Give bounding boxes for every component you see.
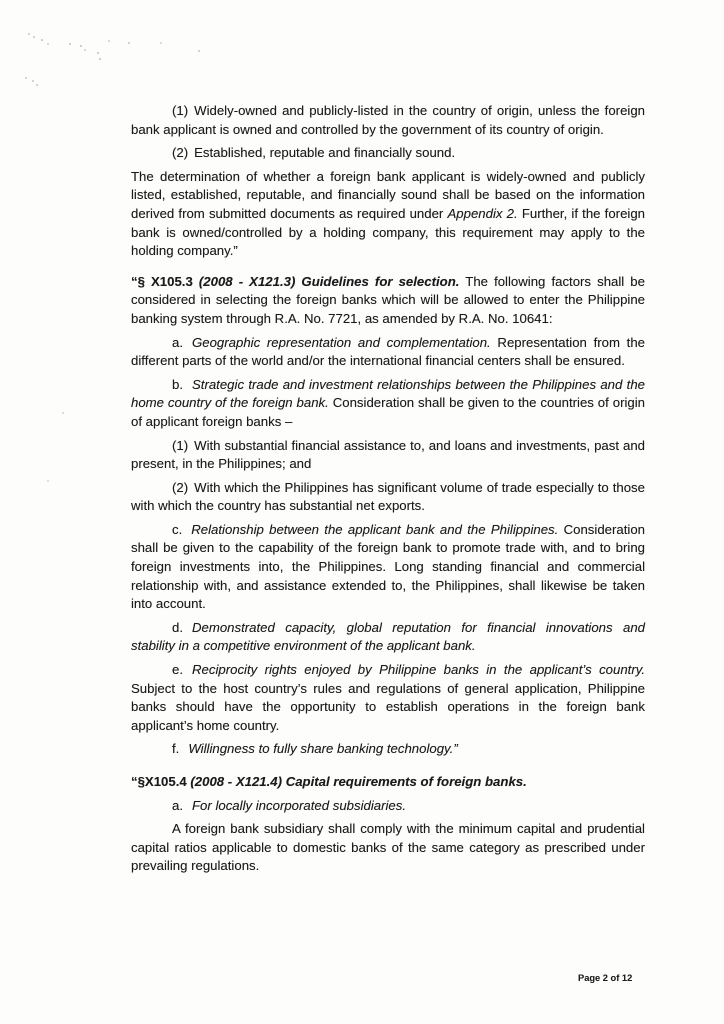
section-x105-4-heading [131, 773, 645, 792]
item-letter: a. [172, 334, 183, 350]
factor-b-subitem-2 [131, 479, 645, 516]
factor-e [131, 661, 645, 735]
section-x105-3-heading [131, 273, 645, 329]
factor-title: Willingness to fully share banking technology.” [188, 741, 458, 757]
factor-b-subitem-1 [131, 437, 645, 474]
item-text: Widely-owned and publicly-listed in the country of origin, unless the foreign bank applicant is owned and controlled by the government of its country of origin. [131, 103, 645, 137]
run-text: Further, if the foreign bank is owned/controlled by a holding company, this requirement may apply to the holding company.” [131, 205, 645, 259]
section-intro: The following factors shall be considered in selecting the foreign banks which will be allowed to enter the Philippine banking system through R.A. No. 7721, as amended by R.A. No. 10641: [131, 273, 645, 326]
item-letter: b. [172, 376, 183, 392]
factor-title: Geographic representation and complementation. [192, 334, 491, 350]
item-letter: d. [172, 619, 183, 635]
body-text: A foreign bank subsidiary shall comply with the minimum capital and prudential capital ratios applicable to domestic banks of the same category as prescribed under prevailing regulations. [131, 821, 645, 874]
item-text: With which the Philippines has significant volume of trade especially to those with which the country has substantial net exports. [131, 479, 645, 514]
condition-item-2 [131, 144, 645, 163]
item-number: (1) [172, 437, 189, 453]
factor-d [131, 619, 645, 656]
item-letter: e. [172, 662, 183, 678]
factor-text: Consideration shall be given to the countries of origin of applicant foreign banks – [131, 395, 645, 429]
appendix-reference: Appendix 2. [447, 205, 518, 221]
factor-title: Strategic trade and investment relationships between the Philippines and the home country of the foreign bank. [131, 376, 645, 411]
item-number: (2) [172, 479, 189, 495]
factor-title: Relationship between the applicant bank and the Philippines. [191, 521, 559, 537]
section-title: (2008 - X121.3) Guidelines for selection. [198, 273, 460, 289]
item-text: With substantial financial assistance to, and loans and investments, past and present, in the Philippines; and [131, 437, 645, 472]
page-number: Page 2 of 12 [578, 973, 633, 983]
condition-item-1 [131, 102, 645, 139]
section-number: “§X105.4 [131, 774, 191, 789]
factor-text: Representation from the different parts of the world and/or the international financial centers shall be ensured. [131, 334, 645, 369]
factor-c [131, 521, 645, 614]
item-text: Established, reputable and financially sound. [194, 145, 456, 161]
item-letter: c. [172, 521, 183, 537]
item-letter: f. [172, 741, 180, 757]
factor-text: Subject to the host country’s rules and regulations of general application, Philippine banks should have the opportunity to establish operations in the foreign bank applicant’s home country. [131, 680, 645, 733]
factor-text: Consideration shall be given to the capability of the foreign bank to promote trade with, and to bring foreign investments into, the Philippines. Long standing financial and commercial relationship with, and assistance extended to, the Philippines, shall likewise be taken into account. [131, 521, 645, 612]
factor-title: Reciprocity rights enjoyed by Philippine banks in the applicant’s country. [192, 662, 645, 678]
item-number: (1) [172, 103, 189, 118]
factor-a [131, 334, 645, 371]
determination-paragraph [131, 168, 645, 261]
factor-b [131, 376, 645, 432]
factor-title: Demonstrated capacity, global reputation for financial innovations and stability in a competitive environment of the applicant bank. [131, 619, 645, 654]
subsection-title: For locally incorporated subsidiaries. [192, 797, 407, 813]
item-letter: a. [172, 797, 183, 813]
factor-f [131, 740, 645, 759]
section-number: “§ X105.3 [131, 273, 199, 289]
subsection-a [131, 797, 645, 816]
subsection-a-body [131, 820, 645, 876]
run-text: The determination of whether a foreign bank applicant is widely-owned and publicly listed, established, reputable, and financially sound shall be based on the information derived from submitted documents as required under [131, 168, 645, 221]
section-title: (2008 - X121.4) Capital requirements of foreign banks. [190, 774, 527, 789]
item-number: (2) [172, 145, 189, 161]
